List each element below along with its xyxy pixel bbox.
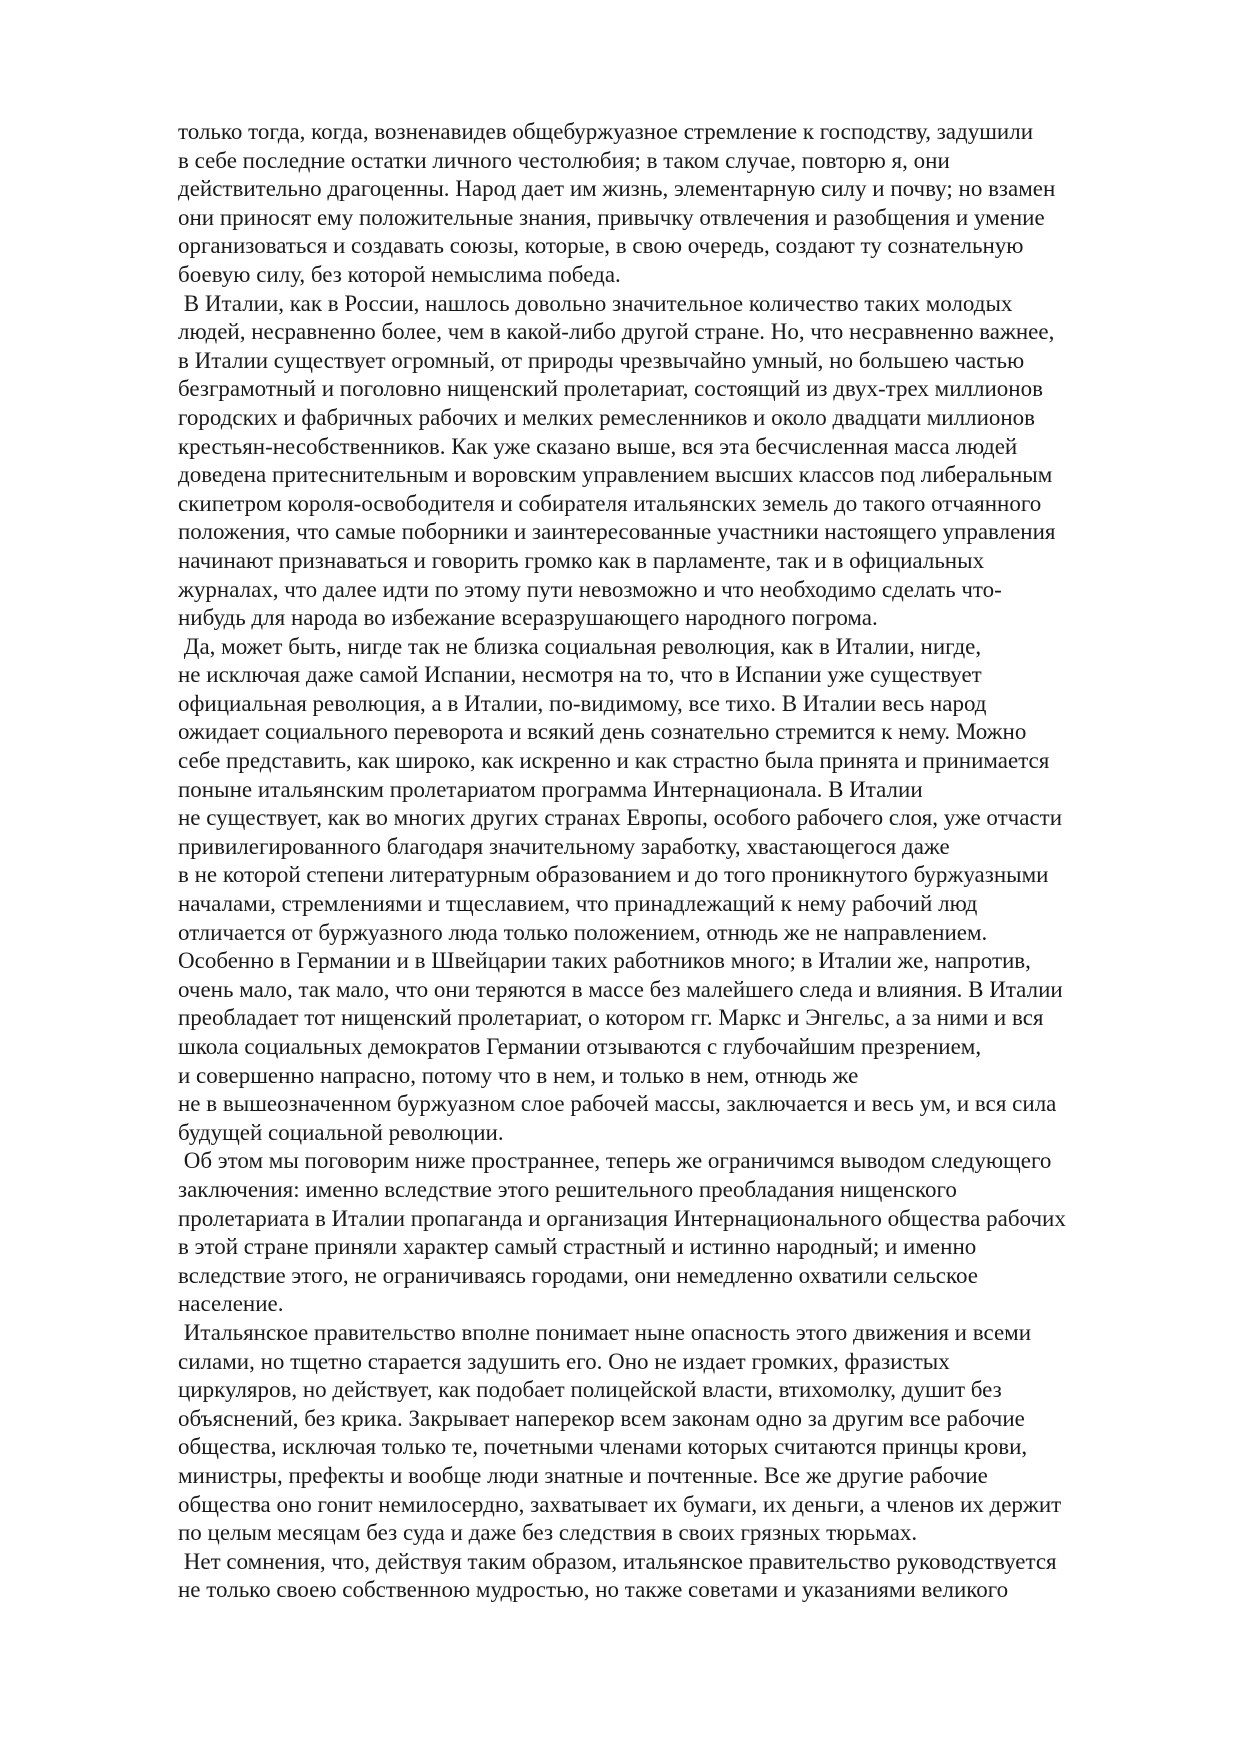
text-line: не исключая даже самой Испании, несмотря на то, что в Испании уже существует <box>178 662 982 688</box>
text-line: действительно драгоценны. Народ дает им жизнь, элементарную силу и почву; но взамен <box>178 176 1056 202</box>
text-line: Нет сомнения, что, действуя таким образом, итальянское правительство руководствуется <box>178 1548 1057 1574</box>
text-line: не только своею собственною мудростью, но также советами и указаниями великого <box>178 1577 1009 1603</box>
text-line: в себе последние остатки личного честолюбия; в таком случае, повторю я, они <box>178 147 950 173</box>
text-line: доведена притеснительным и воровским управлением высших классов под либеральным <box>178 462 1053 488</box>
text-line: очень мало, так мало, что они теряются в массе без малейшего следа и влияния. В Италии <box>178 976 1063 1002</box>
body-text <box>178 118 1158 1605</box>
text-line: людей, несравненно более, чем в какой-либо другой стране. Но, что несравненно важнее, <box>178 319 1055 345</box>
text-line: привилегированного благодаря значительному заработку, хвастающегося даже <box>178 833 950 859</box>
text-line: безграмотный и поголовно нищенский пролетариат, состоящий из двух-трех миллионов <box>178 376 1043 402</box>
text-line: заключения: именно вследствие этого решительного преобладания нищенского <box>178 1176 957 1202</box>
text-line: крестьян-несобственников. Как уже сказано выше, вся эта бесчисленная масса людей <box>178 433 1018 459</box>
text-line: вследствие этого, не ограничиваясь городами, они немедленно охватили сельское <box>178 1262 979 1288</box>
text-line: преобладает тот нищенский пролетариат, о котором гг. Маркс и Энгельс, а за ними и вся <box>178 1005 1044 1031</box>
text-line: начинают признаваться и говорить громко как в парламенте, так и в официальных <box>178 547 985 573</box>
text-line: Итальянское правительство вполне понимает ныне опасность этого движения и всеми <box>178 1319 1032 1345</box>
text-line: началами, стремлениями и тщеславием, что принадлежащий к нему рабочий люд <box>178 891 978 917</box>
text-line: положения, что самые поборники и заинтересованные участники настоящего управления <box>178 519 1056 545</box>
text-line: население. <box>178 1291 284 1317</box>
text-line: не существует, как во многих других странах Европы, особого рабочего слоя, уже отчасти <box>178 805 1063 831</box>
text-line: будущей социальной революции. <box>178 1119 504 1145</box>
text-line: Об этом мы поговорим ниже пространнее, теперь же ограничимся выводом следующего <box>178 1148 1052 1174</box>
text-line: официальная революция, а в Италии, по-видимому, все тихо. В Италии весь народ <box>178 690 987 716</box>
text-line: в этой стране приняли характер самый страстный и истинно народный; и именно <box>178 1234 977 1260</box>
text-line: нибудь для народа во избежание всеразрушающего народного погрома. <box>178 605 878 631</box>
text-line: Особенно в Германии и в Швейцарии таких работников много; в Италии же, напротив, <box>178 948 1031 974</box>
text-line: школа социальных демократов Германии отзываются с глубочайшим презрением, <box>178 1034 982 1059</box>
text-line: циркуляров, но действует, как подобает полицейской власти, втихомолку, душит без <box>178 1377 1002 1403</box>
text-line: они приносят ему положительные знания, привычку отвлечения и разобщения и умение <box>178 204 1045 230</box>
text-line: объяснений, без крика. Закрывает наперекор всем законам одно за другим все рабочие <box>178 1405 1025 1431</box>
text-line: министры, префекты и вообще люди знатные и почтенные. Все же другие рабочие <box>178 1462 988 1488</box>
text-line: городских и фабричных рабочих и мелких ремесленников и около двадцати миллионов <box>178 404 1036 430</box>
text-line: себе представить, как широко, как искренно и как страстно была принята и принимается <box>178 748 1050 774</box>
text-line: скипетром короля-освободителя и собирателя итальянских земель до такого отчаянного <box>178 490 1042 516</box>
text-line: общества оно гонит немилосердно, захватывает их бумаги, их деньги, а членов их держит <box>178 1491 1062 1517</box>
text-line: организоваться и создавать союзы, которые, в свою очередь, создают ту сознательную <box>178 233 1024 259</box>
text-line: не в вышеозначенном буржуазном слое рабочей массы, заключается и весь ум, и вся сила <box>178 1091 1057 1117</box>
text-line: поныне итальянским пролетариатом программа Интернационала. В Италии <box>178 776 923 802</box>
text-line: В Италии, как в России, нашлось довольно значительное количество таких молодых <box>178 290 1013 316</box>
text-line: силами, но тщетно старается задушить его. Оно не издает громких, фразистых <box>178 1348 950 1374</box>
text-line: отличается от буржуазного люда только положением, отнюдь же не направлением. <box>178 919 988 945</box>
text-line: в Италии существует огромный, от природы чрезвычайно умный, но большею частью <box>178 347 1025 373</box>
text-line: Да, может быть, нигде так не близка социальная революция, как в Италии, нигде, <box>178 633 982 659</box>
text-line: в не которой степени литературным образованием и до того проникнутого буржуазными <box>178 862 1049 888</box>
text-line: ожидает социального переворота и всякий день сознательно стремится к нему. Можно <box>178 719 1027 745</box>
text-line: по целым месяцам без суда и даже без следствия в своих грязных тюрьмах. <box>178 1520 918 1546</box>
text-line: только тогда, когда, возненавидев общебуржуазное стремление к господству, задушили <box>178 119 1034 144</box>
text-line: журналах, что далее идти по этому пути невозможно и что необходимо сделать что- <box>178 576 1002 602</box>
text-line: боевую силу, без которой немыслима победа. <box>178 261 621 287</box>
text-line: и совершенно напрасно, потому что в нем, и только в нем, отнюдь же <box>178 1062 859 1088</box>
text-line: пролетариата в Италии пропаганда и организация Интернационального общества рабочих <box>178 1205 1066 1231</box>
text-line: общества, исключая только те, почетными членами которых считаются принцы крови, <box>178 1434 1028 1460</box>
